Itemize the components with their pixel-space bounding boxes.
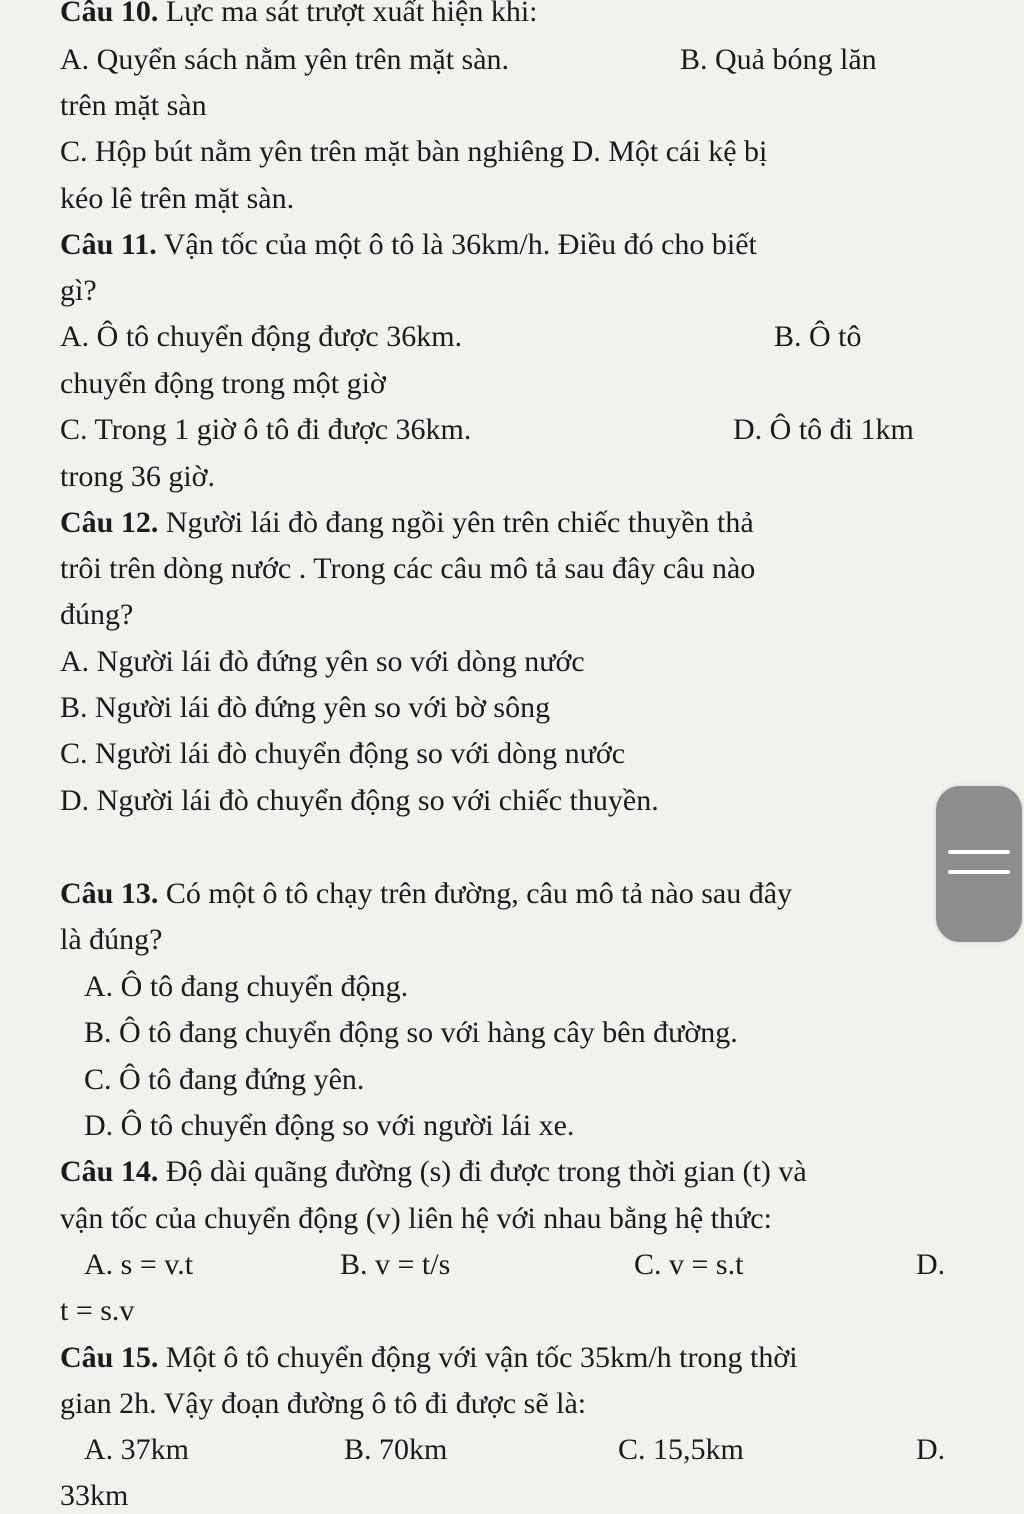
q13-option-b: B. Ô tô đang chuyển động so với hàng cây bên đường. xyxy=(84,1016,738,1049)
q12-option-d: D. Người lái đò chuyển động so với chiếc thuyền. xyxy=(60,784,659,817)
q15-text: Một ô tô chuyển động với vận tốc 35km/h trong thời xyxy=(158,1341,798,1374)
q12-stem xyxy=(60,505,754,541)
q12-option-c: C. Người lái đò chuyển động so với dòng nước xyxy=(60,737,626,770)
q13-option-d: D. Ô tô chuyển động so với người lái xe. xyxy=(84,1109,575,1142)
q14-text: Độ dài quãng đường (s) đi được trong thời gian (t) và xyxy=(158,1155,807,1188)
drag-handle-icon-bar-top xyxy=(948,850,1010,854)
q14-option-d-cont: t = s.v xyxy=(60,1294,135,1327)
q11-option-d: D. Ô tô đi 1km xyxy=(733,413,914,446)
q12-stem-cont-2: đúng? xyxy=(60,598,134,631)
q15-option-c: C. 15,5km xyxy=(618,1433,744,1466)
q10-option-b: B. Quả bóng lăn xyxy=(680,43,877,76)
q13-option-c: C. Ô tô đang đứng yên. xyxy=(84,1063,365,1096)
q15-option-a: A. 37km xyxy=(84,1433,189,1466)
q10-option-b-cont: trên mặt sàn xyxy=(60,89,207,122)
q11-option-b-cont: chuyển động trong một giờ xyxy=(60,367,386,400)
q14-option-d: D. xyxy=(916,1248,946,1281)
q11-title: Câu 11. xyxy=(60,228,157,261)
q11-option-c: C. Trong 1 giờ ô tô đi được 36km. xyxy=(60,413,472,446)
q10-text: Lực ma sát trượt xuất hiện khi: xyxy=(158,0,538,28)
q12-option-a: A. Người lái đò đứng yên so với dòng nước xyxy=(60,645,585,678)
q11-option-a: A. Ô tô chuyển động được 36km. xyxy=(60,320,463,353)
q14-option-b: B. v = t/s xyxy=(340,1248,451,1281)
q14-option-c: C. v = s.t xyxy=(634,1248,744,1281)
q11-option-d-cont: trong 36 giờ. xyxy=(60,460,216,493)
q13-option-a: A. Ô tô đang chuyển động. xyxy=(84,970,409,1003)
q15-option-d-cont: 33km xyxy=(60,1479,129,1512)
q14-title: Câu 14. xyxy=(60,1155,159,1188)
drag-handle-icon-bar-bottom xyxy=(948,870,1010,874)
q10-option-c-d: C. Hộp bút nằm yên trên mặt bàn nghiêng D. Một cái kệ bị xyxy=(60,135,768,168)
q10-option-a: A. Quyển sách nằm yên trên mặt sàn. xyxy=(60,43,510,76)
q12-stem-cont-1: trôi trên dòng nước . Trong các câu mô tả sau đây câu nào xyxy=(60,552,756,585)
q15-stem-cont: gian 2h. Vậy đoạn đường ô tô đi được sẽ là: xyxy=(60,1387,587,1420)
q14-stem xyxy=(60,1154,807,1190)
q13-stem xyxy=(60,876,792,912)
q11-stem-cont: gì? xyxy=(60,274,97,307)
q11-stem xyxy=(60,227,757,263)
q12-option-b: B. Người lái đò đứng yên so với bờ sông xyxy=(60,691,551,724)
q14-option-a: A. s = v.t xyxy=(84,1248,194,1281)
q13-stem-cont: là đúng? xyxy=(60,923,163,956)
q10-title: Câu 10. xyxy=(60,0,159,28)
q13-text: Có một ô tô chạy trên đường, câu mô tả nào sau đây xyxy=(158,877,793,910)
q13-title: Câu 13. xyxy=(60,877,159,910)
q11-option-b: B. Ô tô xyxy=(774,320,862,353)
q11-text: Vận tốc của một ô tô là 36km/h. Điều đó cho biết xyxy=(156,228,757,261)
q15-option-b: B. 70km xyxy=(344,1433,448,1466)
q15-option-d: D. xyxy=(916,1433,946,1466)
q12-title: Câu 12. xyxy=(60,506,159,539)
q10-option-d-cont: kéo lê trên mặt sàn. xyxy=(60,182,295,215)
q10-stem xyxy=(60,0,538,30)
q12-text: Người lái đò đang ngồi yên trên chiếc thuyền thả xyxy=(158,506,754,539)
q15-stem xyxy=(60,1340,798,1376)
q15-title: Câu 15. xyxy=(60,1341,159,1374)
drag-handle-button[interactable] xyxy=(936,786,1022,942)
q14-stem-cont: vận tốc của chuyển động (v) liên hệ với nhau bằng hệ thức: xyxy=(60,1202,772,1235)
